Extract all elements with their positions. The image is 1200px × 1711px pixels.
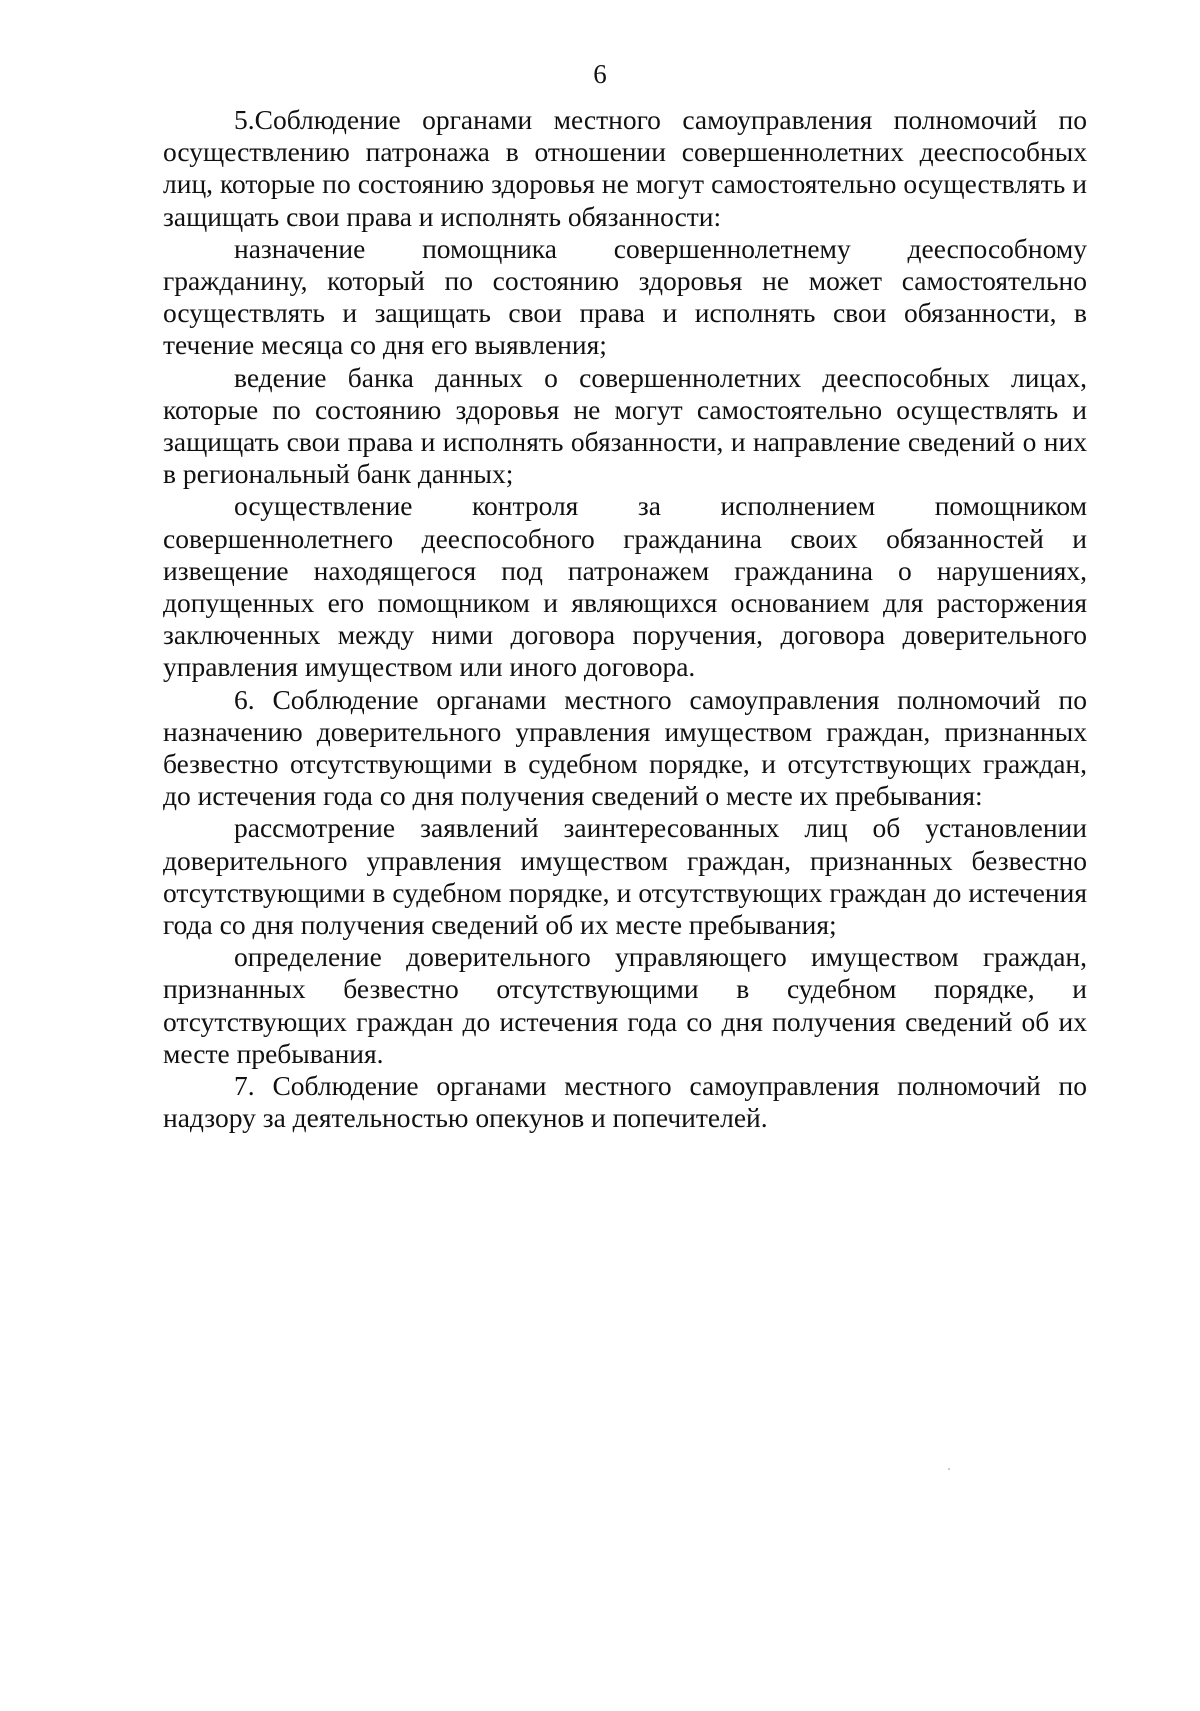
paragraph-item-5: 5.Соблюдение органами местного самоуправления полномочий по осуществлению патронажа в отношении совершеннолетних дееспособных лиц, которые по состоянию здоровья не могут самостоятельно осуществлять и защищать свои права и исполнять обязанности: [163, 104, 1087, 232]
paragraph-item-6: 6. Соблюдение органами местного самоуправления полномочий по назначению доверительного управления имуществом граждан, признанных безвестно отсутствующими в судебном порядке, и отсутствующих граждан, до истечения года со дня получения сведений о месте их пребывания: [163, 683, 1087, 812]
paragraph-databank: ведение банка данных о совершеннолетних дееспособных лицах, которые по состоянию здоровья не могут самостоятельно осуществлять и защищать свои права и исполнять обязанности, и направление сведений о них в региональный банк данных; [163, 361, 1087, 490]
paragraph-determine-manager: определение доверительного управляющего имуществом граждан, признанных безвестно отсутствующими в судебном порядке, и отсутствующих граждан до истечения года со дня получения сведений об их месте пребывания. [163, 941, 1087, 1069]
page-number: 6 [593, 59, 607, 89]
document-body [163, 104, 1087, 1135]
paragraph-appoint-assistant: назначение помощника совершеннолетнему дееспособному гражданину, который по состоянию здоровья не может самостоятельно осуществлять и защищать свои права и исполнять свои обязанности, в течение месяца со дня его выявления; [163, 232, 1087, 361]
scan-speck [948, 1468, 950, 1470]
paragraph-control-assistant: осуществление контроля за исполнением помощником совершеннолетнего дееспособного гражданина своих обязанностей и извещение находящегося под патронажем гражданина о нарушениях, допущенных его помощником и являющихся основанием для расторжения заключенных между ними договора поручения, договора доверительного управления имуществом или иного договора. [163, 490, 1087, 683]
paragraph-review-applications: рассмотрение заявлений заинтересованных лиц об установлении доверительного управления имуществом граждан, признанных безвестно отсутствующими в судебном порядке, и отсутствующих граждан до истечения года со дня получения сведений об их месте пребывания; [163, 812, 1087, 941]
paragraph-item-7: 7. Соблюдение органами местного самоуправления полномочий по надзору за деятельностью опекунов и попечителей. [163, 1070, 1087, 1134]
